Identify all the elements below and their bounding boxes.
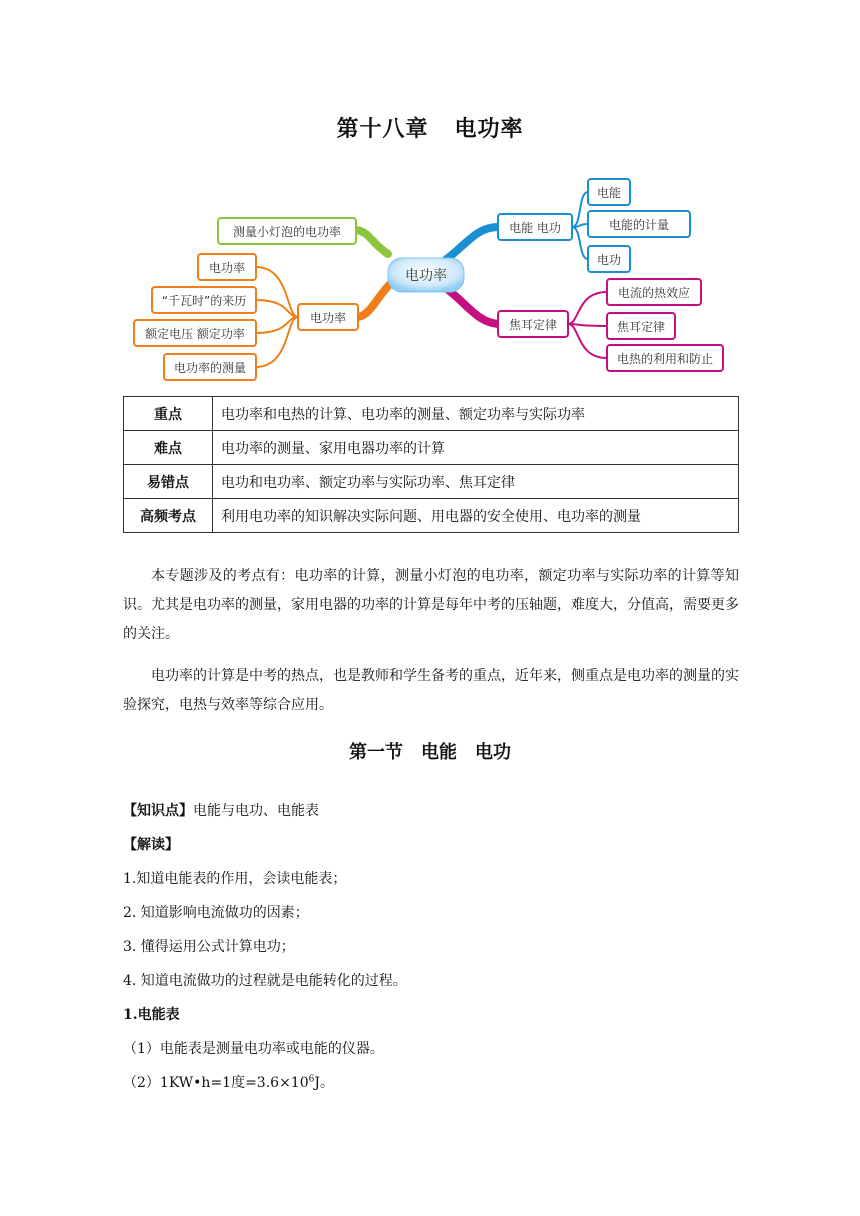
table-key: 易错点 [124,465,213,499]
list-item: 2. 知道影响电流做功的因素； [123,905,309,921]
svg-text:电功率: 电功率 [208,261,246,275]
list-item: （1）电能表是测量电功率或电能的仪器。 [123,1041,384,1057]
branch-green [356,230,388,254]
svg-text:电能: 电能 [596,186,622,200]
table-value: 电功和电功率、额定功率与实际功率、焦耳定律 [213,465,739,499]
knowledge-point [123,800,319,820]
table-row [124,465,739,499]
table-row [124,397,739,431]
mindmap-right-top-child [588,211,690,237]
intro-paragraph: 本专题涉及的考点有：电功率的计算，测量小灯泡的电功率，额定功率与实际功率的计算等知识。尤其是电功率的测量，家用电器的功率的计算是每年中考的压轴题，难度大，分值高，需要更多的关注。 [123,568,739,642]
chapter-number: 第十八章 [336,116,429,142]
mindmap-right-bottom-child [607,345,723,371]
branch-orange [358,284,390,317]
table-value: 电功率和电热的计算、电功率的测量、额定功率与实际功率 [213,397,739,431]
svg-text:电热的利用和防止: 电热的利用和防止 [616,352,714,366]
list-item: 1.知道电能表的作用，会读电能表； [123,871,347,887]
mindmap-right-top-child [588,246,630,272]
mindmap-right-bottom-child [607,279,701,305]
page-title [0,112,860,143]
interpret-label: 【解读】 [123,837,179,853]
mindmap-node-energy-work [498,214,572,240]
summary-table [123,396,739,533]
mindmap-right-top-child [588,179,630,205]
svg-text:电流的热效应: 电流的热效应 [617,286,691,300]
mindmap-left-child [198,254,256,280]
mindmap-left-child [134,320,256,346]
mindmap-node-joule-law [498,311,568,337]
svg-text:电功率: 电功率 [309,311,347,325]
table-row [124,499,739,533]
mindmap-center-label: 电功率 [405,268,447,284]
mindmap-left-child [152,287,256,313]
table-key: 难点 [124,431,213,465]
svg-text:“千瓦时”的来历: “千瓦时”的来历 [161,294,247,308]
table-row [124,431,739,465]
mindmap-node-measure-lamp [218,218,356,244]
knowledge-label: 【知识点】 [123,803,193,819]
mindmap-center-node [388,258,464,292]
list-item: （2）1KW•h=1度$=3.6\times 10^6J$。 [123,1074,334,1091]
mindmap-left-child [164,354,256,380]
knowledge-text: 电能与电功、电能表 [193,803,319,819]
svg-text:额定电压 额定功率: 额定电压 额定功率 [145,327,245,341]
svg-text:电功: 电功 [596,253,622,267]
svg-text:电功率的测量: 电功率的测量 [173,361,247,375]
mindmap-node-power [298,304,358,330]
mind-map [120,172,740,384]
svg-text:焦耳定律: 焦耳定律 [508,318,558,332]
mindmap-right-bottom-child [607,313,675,339]
chapter-name: 电功率 [454,116,524,142]
svg-text:测量小灯泡的电功率: 测量小灯泡的电功率 [232,225,342,239]
svg-text:电能的计量: 电能的计量 [608,218,670,232]
subheading: 1.电能表 [123,1007,180,1023]
intro-paragraph: 电功率的计算是中考的热点，也是教师和学生备考的重点，近年来，侧重点是电功率的测量的实验探究，电热与效率等综合应用。 [123,668,739,713]
list-item: 4. 知道电流做功的过程就是电能转化的过程。 [123,973,407,989]
table-key: 高频考点 [124,499,213,533]
svg-text:电能 电功: 电能 电功 [509,221,561,235]
svg-text:焦耳定律: 焦耳定律 [616,320,666,334]
section-title: 第一节 电能 电功 [349,742,511,763]
table-value: 电功率的测量、家用电器功率的计算 [213,431,739,465]
table-value: 利用电功率的知识解决实际问题、用电器的安全使用、电功率的测量 [213,499,739,533]
table-key: 重点 [124,397,213,431]
list-item: 3. 懂得运用公式计算电功； [123,939,295,955]
